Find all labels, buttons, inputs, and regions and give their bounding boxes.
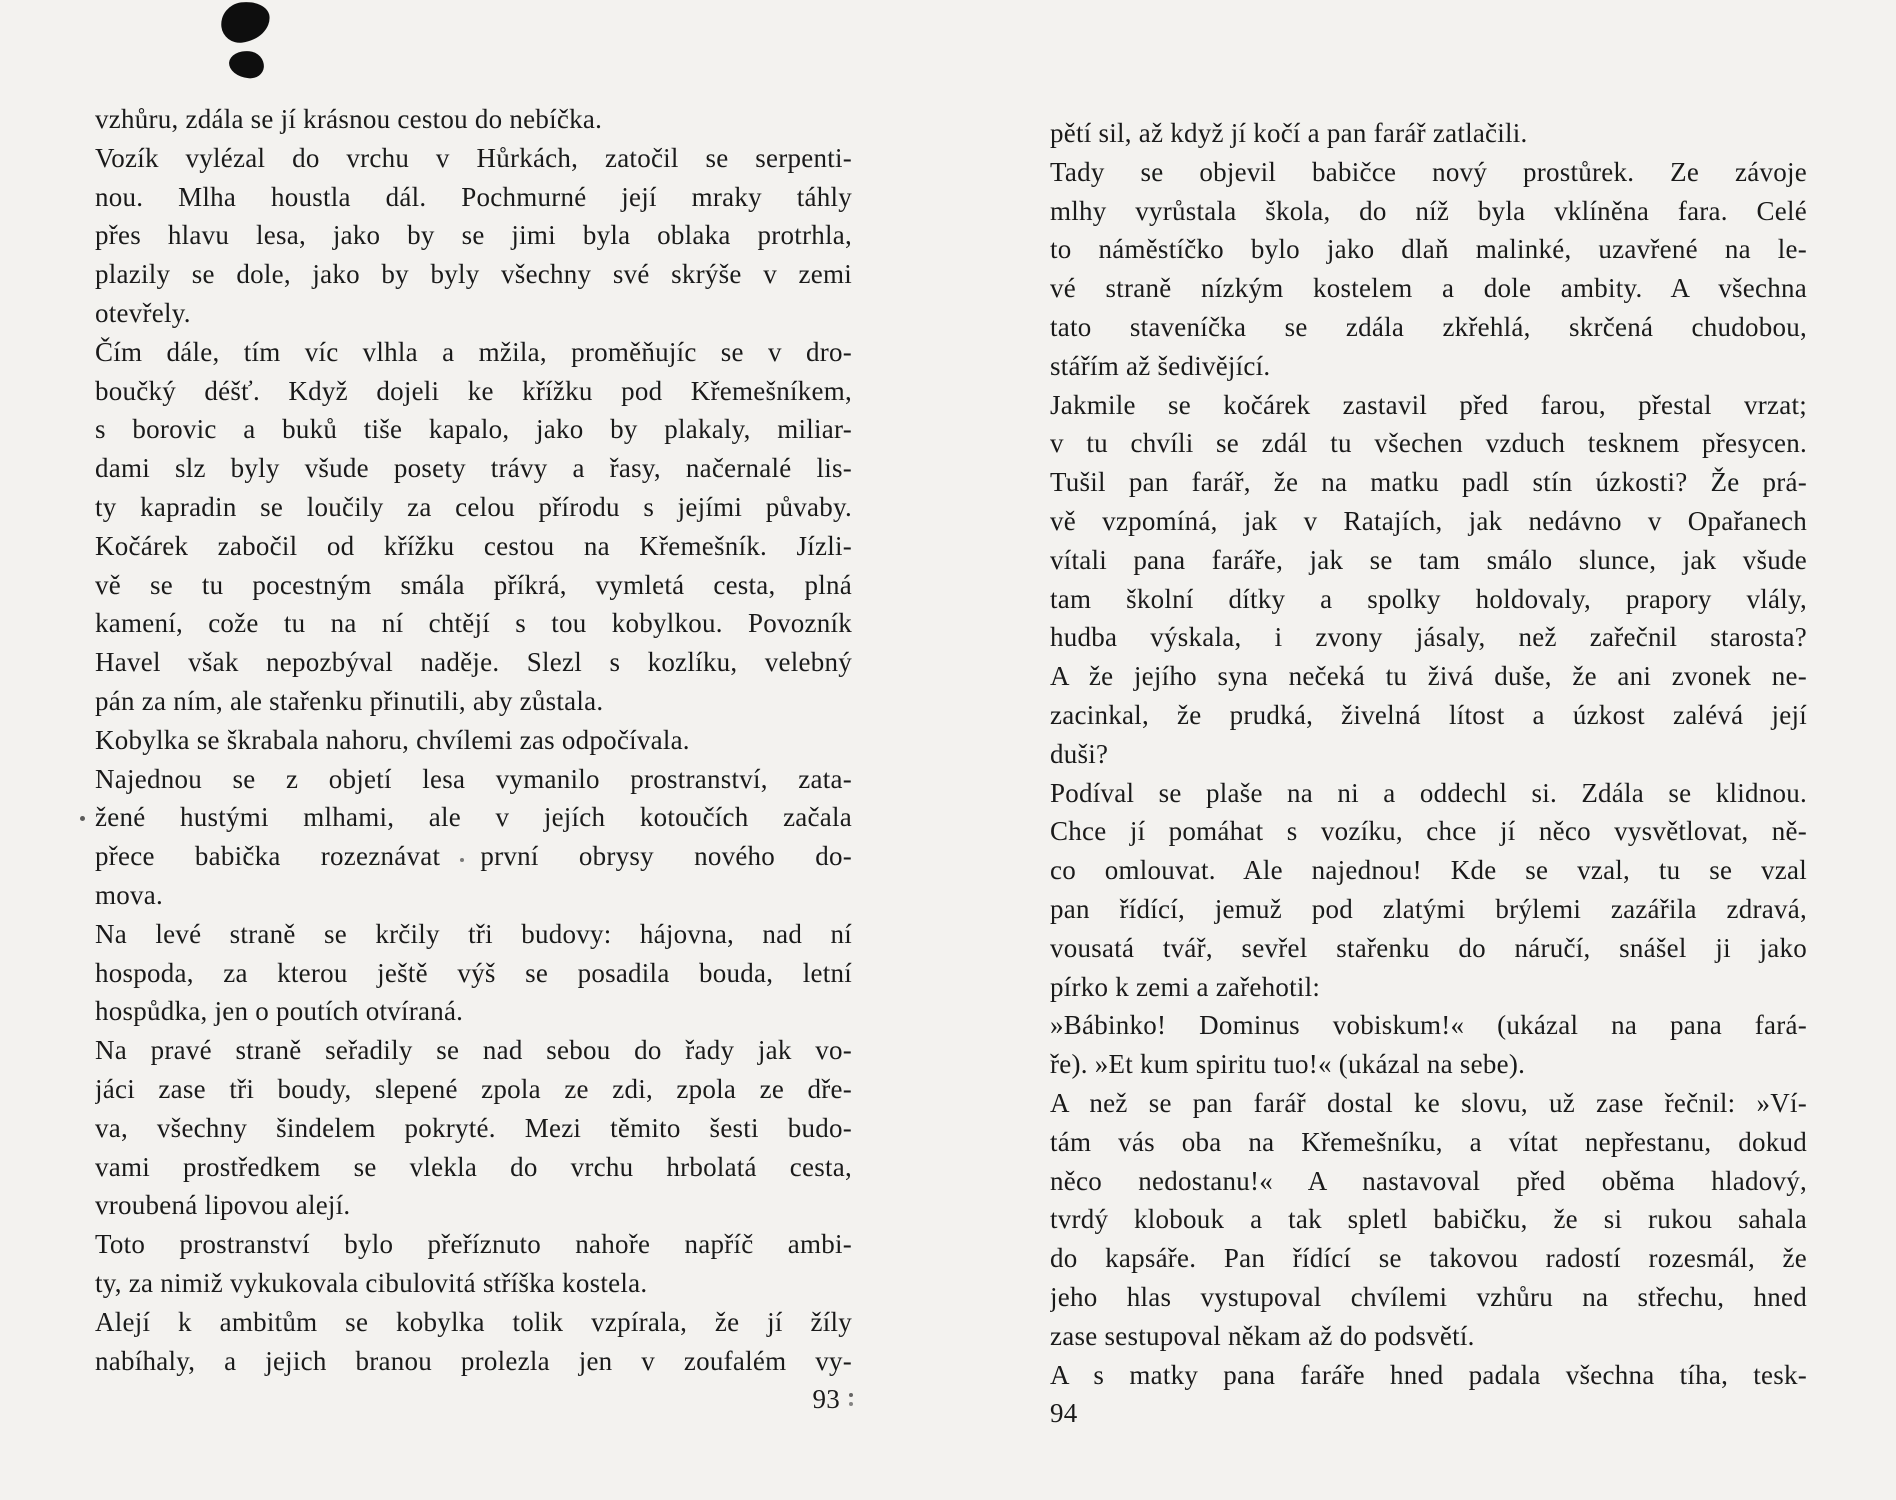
text-line: Tušil pan farář, že na matku padl stín úzkosti? Že prá- [1050, 467, 1807, 498]
text-line: to náměstíčko bylo jako dlaň malinké, uzavřené na le- [1050, 234, 1807, 265]
ink-smudge-artifact [228, 50, 265, 80]
text-line: něco nedostanu!« A nastavoval před oběma hladový, [1050, 1165, 1807, 1196]
text-line: tam školní dítky a spolky holdovaly, prapory vlály, [1050, 583, 1807, 614]
text-line: »Bábinko! Dominus vobiskum!« (ukázal na pana fará- [1050, 1010, 1807, 1041]
text-line: nou. Mlha houstla dál. Pochmurné její mraky táhly [95, 181, 852, 212]
text-line: zacinkal, že prudká, živelná lítost a úzkost zalévá její [1050, 699, 1807, 730]
text-line: tato staveníčka se zdála zkřehlá, skrčená chudobou, [1050, 311, 1807, 342]
text-line: Toto prostranství bylo přeříznuto nahoře napříč ambi- [95, 1229, 852, 1260]
text-line: stářím až šedivějící. [1050, 350, 1271, 381]
text-line: pan řídící, jemuž pod zlatými brýlemi zazářila zdravá, [1050, 893, 1807, 924]
text-line: pán za ním, ale stařenku přinutili, aby zůstala. [95, 685, 604, 716]
text-line: A než se pan farář dostal ke slovu, už zase řečnil: »Ví- [1050, 1087, 1807, 1118]
text-line: Kočárek zabočil od křížku cestou na Křemešník. Jízli- [95, 530, 852, 561]
text-line: přes hlavu lesa, jako by se jimi byla oblaka protrhla, [95, 220, 852, 251]
text-line: dami slz byly všude posety trávy a řasy, načernalé lis- [95, 453, 852, 484]
page-left [95, 100, 852, 1419]
text-line: ře). »Et kum spiritu tuo!« (ukázal na sebe). [1050, 1049, 1526, 1080]
text-line: vě se tu pocestným smála příkrá, vymletá cesta, plná [95, 569, 852, 600]
ink-smudge-artifact [219, 0, 273, 45]
text-line: tvrdý klobouk a tak spletl babičku, že si rukou sahala [1050, 1204, 1807, 1235]
text-line: vroubená lipovou alejí. [95, 1190, 351, 1221]
text-line: tám vás oba na Křemešníku, a vítat nepřestanu, dokud [1050, 1126, 1807, 1157]
text-line: kamení, cože tu na ní chtějí s tou kobylkou. Povozník [95, 608, 852, 639]
text-line: otevřely. [95, 297, 191, 328]
text-line: duši? [1050, 738, 1109, 769]
text-line: Jakmile se kočárek zastavil před farou, přestal vrzat; [1050, 389, 1807, 420]
text-line: Najednou se z objetí lesa vymanilo prostranství, zata- [95, 763, 852, 794]
page-number-right: 94 [1050, 1398, 1078, 1429]
text-line: ty, za nimiž vykukovala cibulovitá stříška kostela. [95, 1267, 648, 1298]
page-right [1050, 114, 1807, 1433]
text-line: Na levé straně se krčily tři budovy: hájovna, nad ní [95, 918, 852, 949]
text-line: Vozík vylézal do vrchu v Hůrkách, zatočil se serpenti- [95, 142, 852, 173]
text-line: Alejí k ambitům se kobylka tolik vzpírala, že jí žíly [95, 1306, 852, 1337]
text-line: Chce jí pomáhat s vozíku, chce jí něco vysvětlovat, ně- [1050, 816, 1807, 847]
scan-speck [80, 816, 85, 821]
text-line: pětí sil, až když jí kočí a pan farář zatlačili. [1050, 118, 1528, 148]
text-line: hospůdka, jen o poutích otvíraná. [95, 996, 464, 1027]
text-line: pírko k zemi a zařehotil: [1050, 971, 1321, 1002]
text-line: zase sestupoval někam až do podsvětí. [1050, 1320, 1475, 1351]
text-line: Podíval se plaše na ni a oddechl si. Zdála se klidnou. [1050, 777, 1807, 808]
text-line: přece babička rozeznávat první obrysy nového do- [95, 841, 852, 872]
page-right-text [1050, 114, 1807, 1394]
text-line: mova. [95, 879, 163, 910]
text-line: vousatá tvář, sevřel stařenku do náručí, snášel ji jako [1050, 932, 1807, 963]
text-line: jeho hlas vystupoval chvílemi vzhůru na střechu, hned [1050, 1281, 1807, 1312]
text-line: mlhy vyrůstala škola, do níž byla vklíněna fara. Celé [1050, 195, 1807, 226]
text-line: Kobylka se škrabala nahoru, chvílemi zas odpočívala. [95, 724, 690, 755]
page-left-text [95, 100, 852, 1380]
text-line: žené hustými mlhami, ale v jejích kotoučích začala [95, 802, 852, 833]
text-line: do kapsáře. Pan řídící se takovou radostí rozesmál, že [1050, 1243, 1807, 1274]
page-number-left: 93 [812, 1384, 840, 1415]
text-line: ty kapradin se loučily za celou přírodu s jejími půvaby. [95, 491, 852, 522]
text-line: boučký déšť. Když dojeli ke křížku pod Křemešníkem, [95, 375, 852, 406]
text-line: vami prostředkem se vlekla do vrchu hrbolatá cesta, [95, 1151, 852, 1182]
text-line: co omlouvat. Ale najednou! Kde se vzal, tu se vzal [1050, 855, 1807, 886]
text-line: va, všechny šindelem pokryté. Mezi těmito šesti budo- [95, 1112, 852, 1143]
text-line: plazily se dole, jako by byly všechny své skrýše v zemi [95, 259, 852, 290]
text-line: A že jejího syna nečeká tu živá duše, že ani zvonek ne- [1050, 661, 1807, 692]
text-line: hudba výskala, i zvony jásaly, než zařečnil starosta? [1050, 622, 1807, 653]
text-line: Havel však nepozbýval naděje. Slezl s kozlíku, velebný [95, 647, 852, 678]
text-line: jáci zase tři boudy, slepené zpola ze zdi, zpola ze dře- [95, 1073, 852, 1104]
text-line: nabíhaly, a jejich branou prolezla jen v zoufalém vy- [95, 1345, 852, 1376]
text-line: v tu chvíli se zdál tu všechen vzduch tesknem přesycen. [1050, 428, 1807, 459]
text-line: Tady se objevil babičce nový prostůrek. Ze závoje [1050, 156, 1807, 187]
text-line: vzhůru, zdála se jí krásnou cestou do nebíčka. [95, 104, 603, 134]
text-line: vé straně nízkým kostelem a dole ambity. A všechna [1050, 273, 1807, 304]
text-line: A s matky pana faráře hned padala všechna tíha, tesk- [1050, 1359, 1807, 1390]
text-line: s borovic a buků tiše kapalo, jako by plakaly, miliar- [95, 414, 852, 445]
text-line: Na pravé straně seřadily se nad sebou do řady jak vo- [95, 1035, 852, 1066]
text-line: vítali pana faráře, jak se tam smálo slunce, jak všude [1050, 544, 1807, 575]
text-line: vě vzpomíná, jak v Ratajích, jak nedávno v Opařanech [1050, 505, 1807, 536]
text-line: Čím dále, tím víc vlhla a mžila, proměňujíc se v dro- [95, 336, 852, 367]
text-line: hospoda, za kterou ještě výš se posadila bouda, letní [95, 957, 852, 988]
